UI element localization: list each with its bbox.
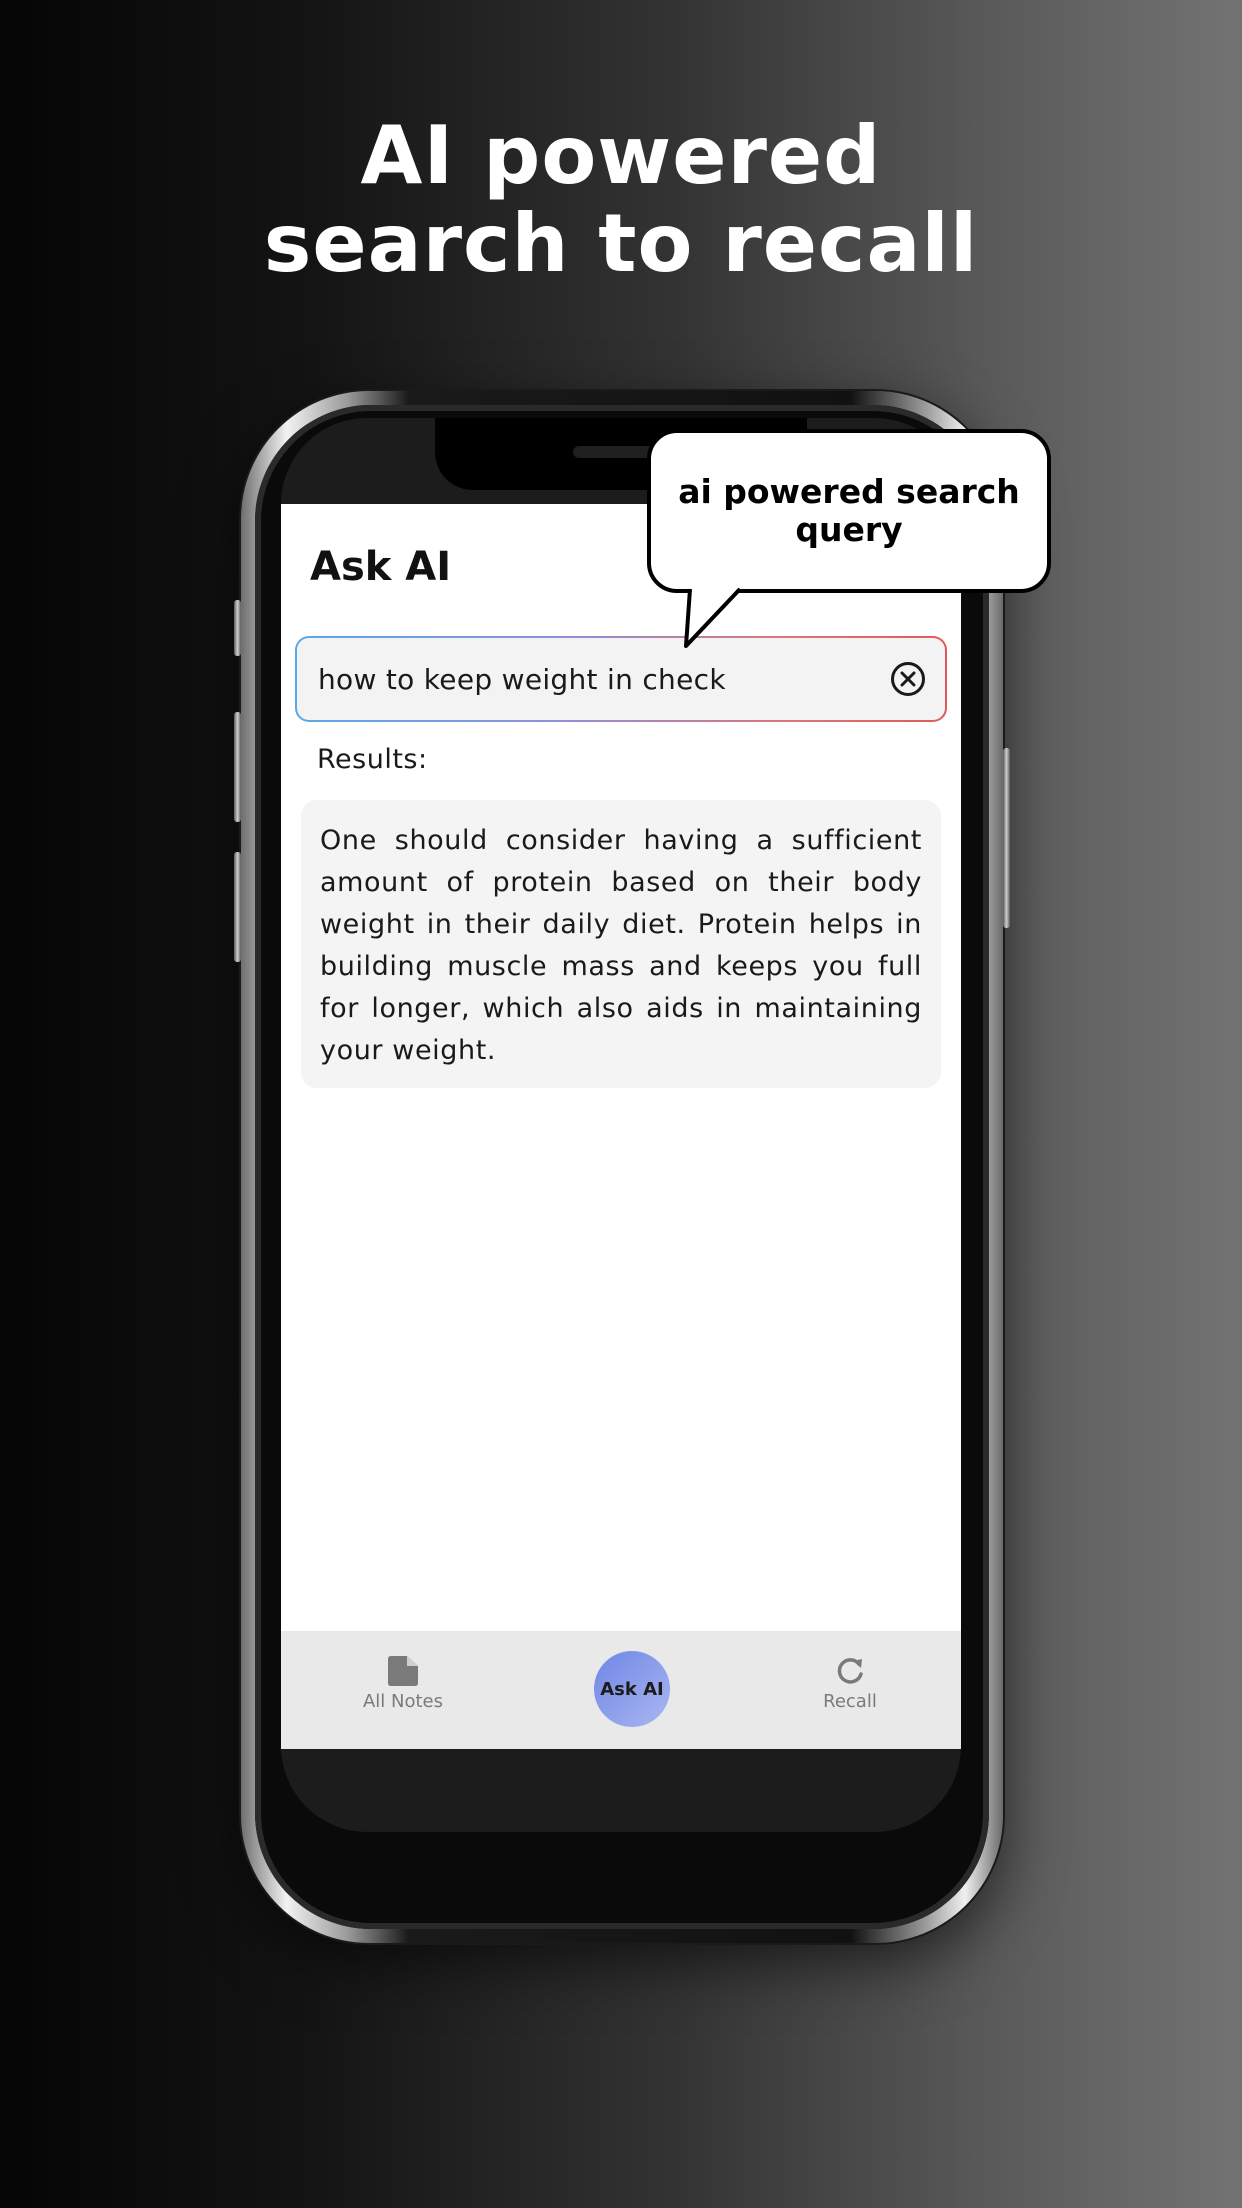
ask-ai-screen — [281, 504, 961, 1749]
nav-label-all-notes: All Notes — [362, 1691, 444, 1712]
headline-line-1: AI powered — [360, 109, 882, 202]
nav-item-ask-ai[interactable] — [594, 1651, 670, 1727]
document-icon — [385, 1655, 421, 1687]
callout-bubble — [647, 429, 1051, 593]
headline-line-2: search to recall — [263, 197, 979, 290]
results-label: Results: — [317, 744, 428, 775]
nav-item-recall[interactable] — [770, 1655, 930, 1712]
page-title: Ask AI — [310, 544, 452, 590]
phone-screen — [281, 418, 961, 1832]
callout-text: ai powered search query — [678, 472, 1020, 549]
result-card — [301, 800, 941, 1088]
nav-label-recall: Recall — [823, 1691, 877, 1712]
phone-volume-down — [234, 852, 241, 962]
result-text: One should consider having a sufficient amount of protein based on their body weight in their daily diet. Protein helps in building muscle mass and keeps you full for longer, which also aids in maintaining your weight. — [320, 825, 922, 1066]
search-box — [295, 636, 947, 722]
phone-power-button — [1003, 748, 1010, 928]
nav-item-all-notes[interactable] — [323, 1655, 483, 1712]
phone-side-button — [234, 600, 241, 656]
nav-label-ask-ai: Ask AI — [600, 1678, 664, 1700]
search-input[interactable] — [316, 662, 889, 697]
search-box-inner — [297, 638, 945, 720]
refresh-icon — [833, 1655, 867, 1687]
callout-tail — [678, 586, 758, 650]
headline — [0, 109, 1242, 290]
clear-search-icon[interactable] — [889, 660, 927, 698]
phone-volume-up — [234, 712, 241, 822]
bottom-nav — [281, 1631, 961, 1749]
